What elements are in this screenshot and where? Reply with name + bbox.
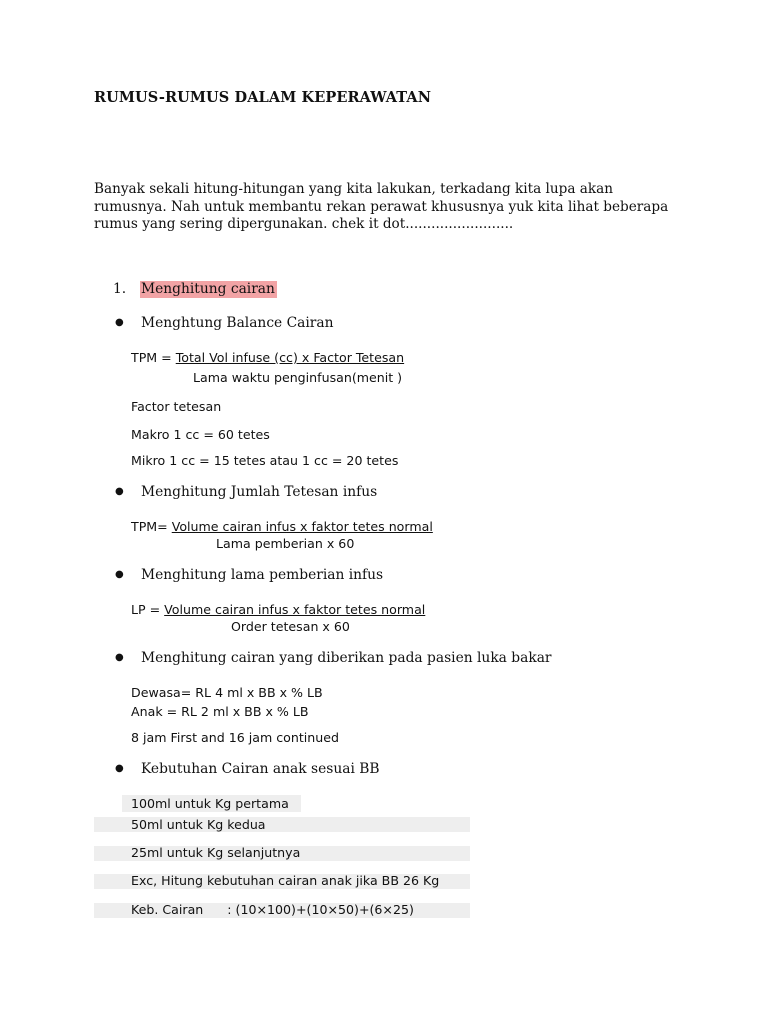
page-title: RUMUS-RUMUS DALAM KEPERAWATAN — [94, 89, 432, 106]
numbered-item-1 — [113, 281, 277, 297]
anak-line: Anak = RL 2 ml x BB x % LB — [131, 704, 309, 719]
continued-note: 8 jam First and 16 jam continued — [131, 730, 339, 745]
kebutuhan-line: 100ml untuk Kg pertama — [131, 796, 289, 811]
bullet-label: Menghitung lama pemberian infus — [141, 567, 384, 583]
intro-line: rumus yang sering dipergunakan. chek it dot......................... — [94, 216, 514, 232]
bullet-icon: ● — [115, 652, 124, 663]
kebutuhan-line: 25ml untuk Kg selanjutnya — [131, 845, 301, 860]
formula-numerator-row — [131, 350, 404, 365]
bullet-label: Menghtung Balance Cairan — [141, 315, 334, 331]
kebutuhan-line: Keb. Cairan : (10×100)+(10×50)+(6×25) — [131, 902, 414, 917]
bullet-item-tetesan — [113, 484, 377, 500]
formula-prefix: LP = — [131, 602, 165, 617]
bullet-item-lama — [113, 567, 383, 583]
kebutuhan-line: 50ml untuk Kg kedua — [131, 817, 266, 832]
list-number: 1. — [113, 281, 127, 297]
formula-numerator-row — [131, 602, 425, 617]
bullet-item-balance — [113, 315, 334, 331]
formula-numerator: Volume cairan infus x faktor tetes normal — [164, 602, 426, 617]
highlighted-heading: Menghitung cairan — [141, 281, 275, 297]
bullet-icon: ● — [115, 317, 124, 328]
formula-numerator-row — [131, 519, 433, 534]
formula-numerator: Volume cairan infus x faktor tetes normal — [171, 519, 433, 534]
formula-denominator: Lama waktu penginfusan(menit ) — [193, 370, 403, 385]
formula-prefix: TPM= — [131, 519, 172, 534]
makro-line: Makro 1 cc = 60 tetes — [131, 427, 270, 442]
bullet-item-kebutuhan — [113, 761, 380, 777]
dewasa-line: Dewasa= RL 4 ml x BB x % LB — [131, 685, 323, 700]
formula-denominator: Lama pemberian x 60 — [216, 536, 355, 551]
intro-line: rumusnya. Nah untuk membantu rekan perawat khususnya yuk kita lihat beberapa — [94, 198, 669, 215]
bullet-label: Menghitung cairan yang diberikan pada pasien luka bakar — [141, 650, 552, 666]
bullet-label: Menghitung Jumlah Tetesan infus — [141, 484, 378, 500]
formula-denominator: Order tetesan x 60 — [231, 619, 350, 634]
formula-prefix: TPM = — [131, 350, 176, 365]
bullet-icon: ● — [115, 486, 124, 497]
factor-title: Factor tetesan — [131, 399, 222, 414]
formula-numerator: Total Vol infuse (cc) x Factor Tetesan — [175, 350, 405, 365]
intro-paragraph — [94, 181, 668, 234]
mikro-line: Mikro 1 cc = 15 tetes atau 1 cc = 20 tetes — [131, 453, 399, 468]
bullet-label: Kebutuhan Cairan anak sesuai BB — [141, 761, 380, 777]
kebutuhan-line: Exc, Hitung kebutuhan cairan anak jika BB 26 Kg — [131, 873, 440, 888]
intro-line: Banyak sekali hitung-hitungan yang kita lakukan, terkadang kita lupa akan — [94, 181, 613, 197]
bullet-icon: ● — [115, 763, 124, 774]
bullet-icon: ● — [115, 569, 124, 580]
bullet-item-luka-bakar — [113, 650, 552, 666]
